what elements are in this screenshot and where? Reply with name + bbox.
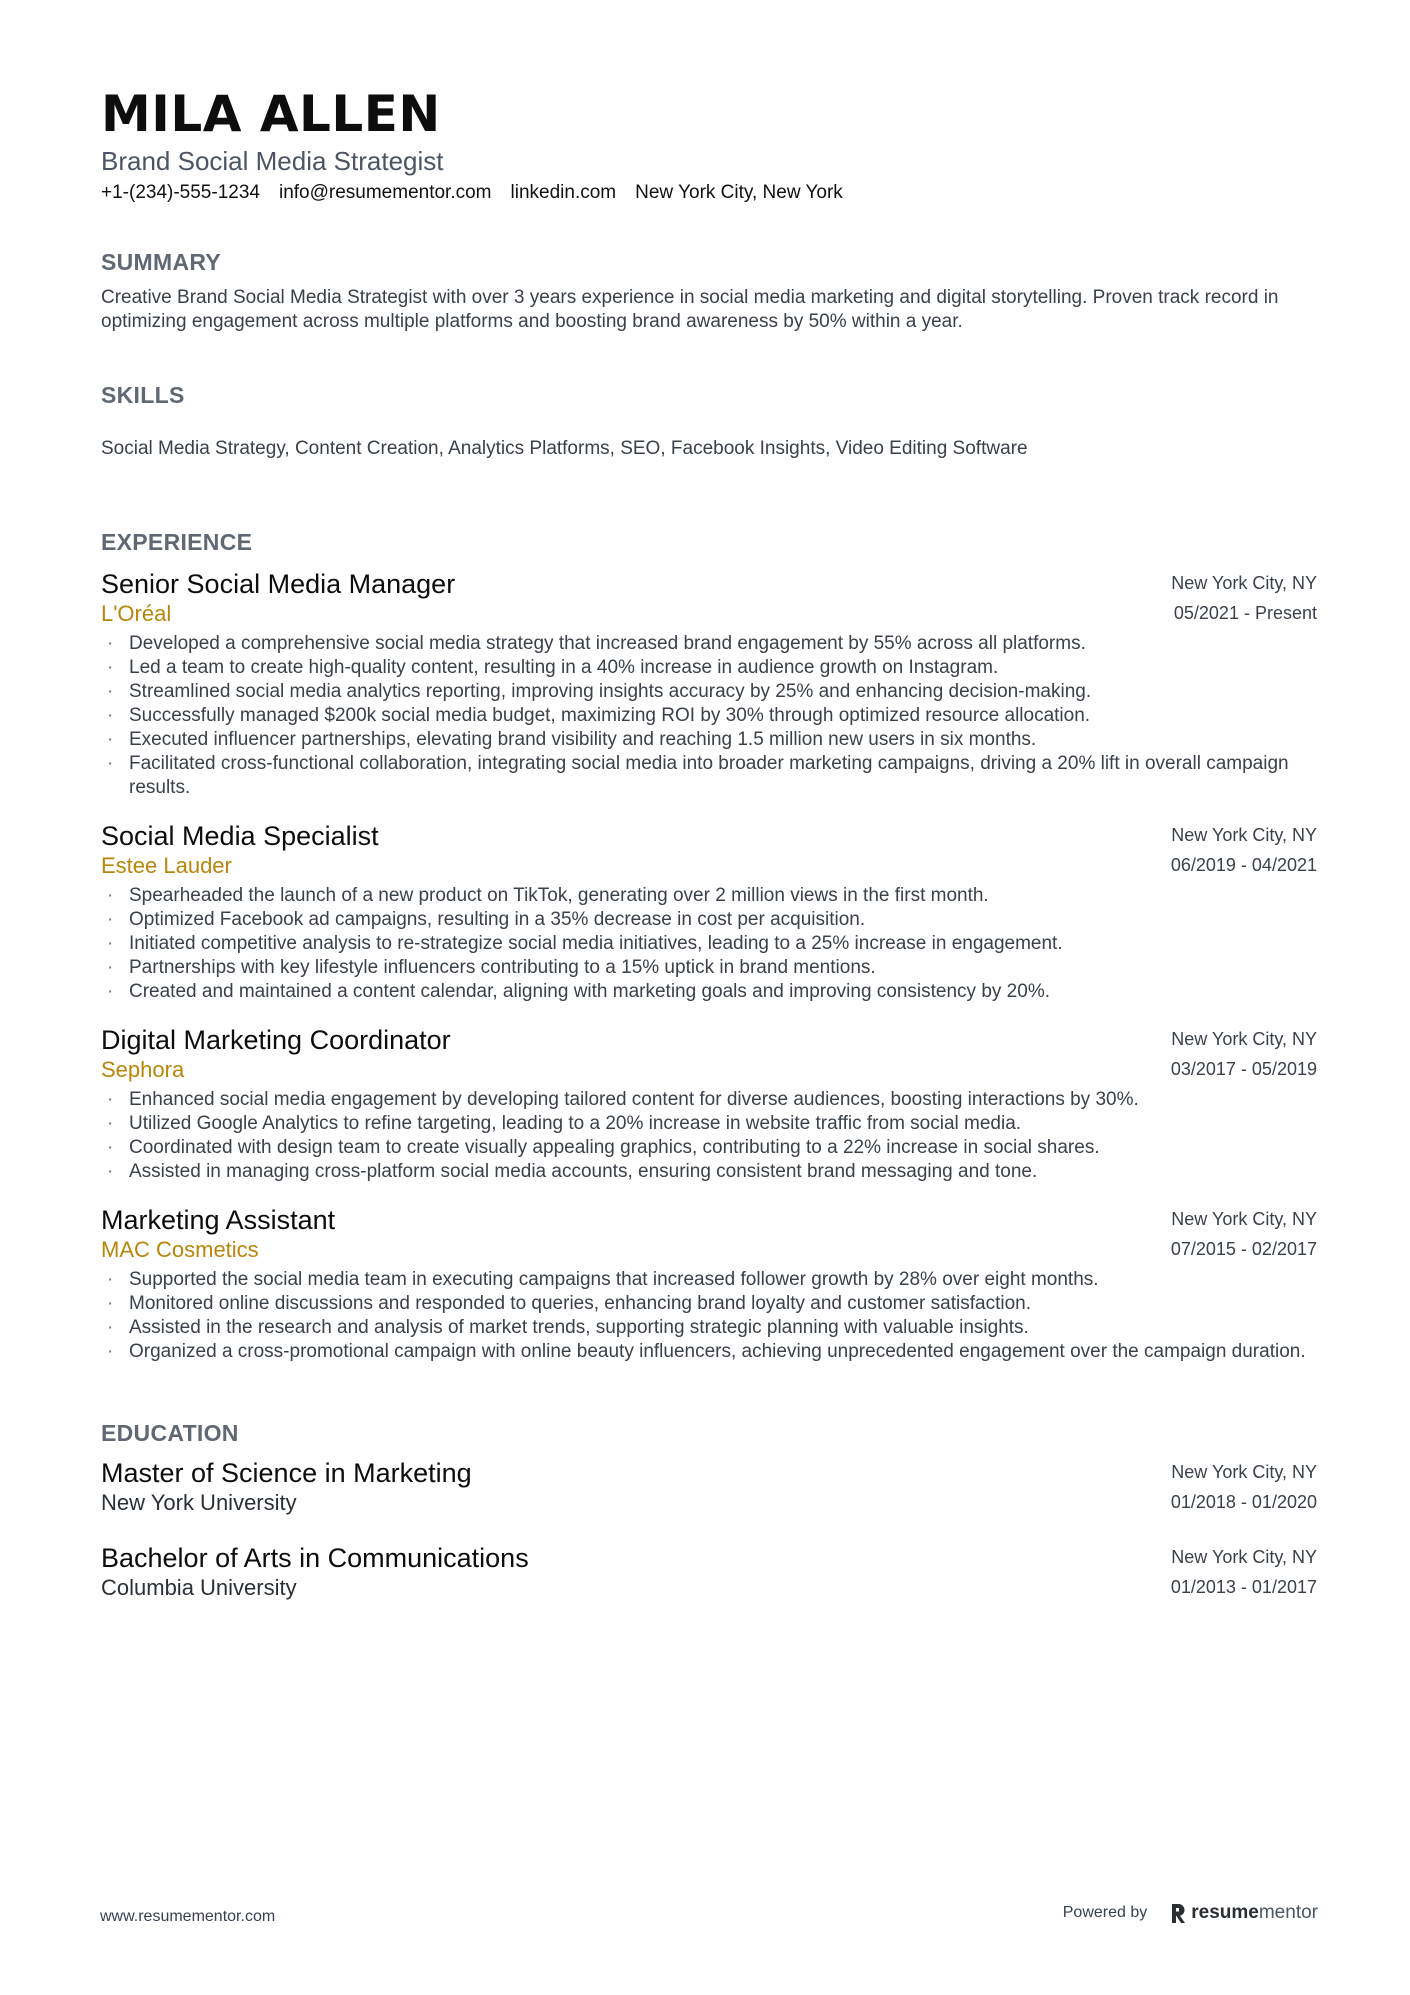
job-entry: [101, 1204, 1317, 1364]
job-role: Marketing Assistant: [101, 1205, 336, 1235]
powered-by-label: Powered by: [1062, 1904, 1148, 1921]
job-bullets: [101, 1268, 1317, 1364]
education-entry: [101, 1542, 1317, 1602]
resumementor-logo[interactable]: [1169, 1902, 1318, 1924]
education-location: New York City, NY: [1171, 1462, 1317, 1482]
list-item: · Created and maintained a content calendar, aligning with marketing goals and improving consistency by 20%.: [101, 980, 1317, 1004]
job-dates: 07/2015 - 02/2017: [1170, 1239, 1317, 1259]
brand-resume: resume: [1191, 1902, 1259, 1923]
list-item: · Facilitated cross-functional collaboration, integrating social media into broader marketing campaigns, driving a 20% lift in overall campaign results.: [101, 752, 1317, 800]
job-entry: [101, 820, 1317, 1004]
education-section: [101, 1418, 1317, 1602]
job-location: New York City, NY: [1171, 573, 1317, 593]
job-company: Estee Lauder: [101, 853, 232, 878]
list-item: · Utilized Google Analytics to refine targeting, leading to a 20% increase in website traffic from social media.: [101, 1112, 1317, 1136]
list-item: · Led a team to create high-quality content, resulting in a 40% increase in audience growth on Instagram.: [101, 656, 1317, 680]
resumementor-logo-icon: [1169, 1902, 1187, 1924]
job-entry: [101, 568, 1317, 800]
section-heading: EDUCATION: [101, 1420, 239, 1446]
education-dates: 01/2013 - 01/2017: [1170, 1577, 1317, 1597]
footer-branding: [1063, 1902, 1318, 1924]
school: Columbia University: [101, 1575, 297, 1600]
education-location: New York City, NY: [1171, 1547, 1317, 1567]
section-heading: SKILLS: [101, 382, 185, 408]
skills-section: [101, 380, 1317, 461]
list-item: · Executed influencer partnerships, elevating brand visibility and reaching 1.5 million new users in six months.: [101, 728, 1317, 752]
footer-website[interactable]: www.resumementor.com: [100, 1908, 276, 1925]
brand-mentor: mentor: [1258, 1902, 1318, 1923]
job-entry: [101, 1024, 1317, 1184]
section-heading: SUMMARY: [101, 249, 222, 275]
job-bullets: [101, 884, 1317, 1004]
job-dates: 06/2019 - 04/2021: [1170, 855, 1317, 875]
job-location: New York City, NY: [1171, 1029, 1317, 1049]
list-item: · Enhanced social media engagement by developing tailored content for diverse audiences, boosting interactions by 30%.: [101, 1088, 1317, 1112]
job-company: Sephora: [101, 1057, 185, 1082]
contact-email: info@resumementor.com: [278, 182, 492, 203]
list-item: · Assisted in managing cross-platform social media accounts, ensuring consistent brand messaging and tone.: [101, 1160, 1317, 1184]
contact-phone: +1-(234)-555-1234: [101, 182, 260, 203]
job-bullets: [101, 632, 1317, 800]
degree: Master of Science in Marketing: [101, 1458, 472, 1488]
candidate-name: MILA ALLEN: [101, 85, 441, 143]
job-role: Social Media Specialist: [101, 821, 379, 851]
candidate-title: Brand Social Media Strategist: [101, 146, 444, 176]
summary-section: [101, 247, 1317, 334]
school: New York University: [101, 1490, 297, 1515]
contact-linkedin: linkedin.com: [510, 182, 617, 203]
list-item: · Assisted in the research and analysis of market trends, supporting strategic planning with valuable insights.: [101, 1316, 1317, 1340]
education-dates: 01/2018 - 01/2020: [1170, 1492, 1317, 1512]
contact-location: New York City, New York: [635, 182, 843, 203]
job-company: L'Oréal: [101, 601, 172, 626]
list-item: · Organized a cross-promotional campaign with online beauty influencers, achieving unprecedented engagement over the campaign duration.: [101, 1340, 1317, 1364]
contact-line: [101, 179, 1317, 207]
list-item: · Optimized Facebook ad campaigns, resulting in a 35% decrease in cost per acquisition.: [101, 908, 1317, 932]
degree: Bachelor of Arts in Communications: [101, 1543, 529, 1573]
job-dates: 05/2021 - Present: [1173, 603, 1317, 623]
list-item: · Initiated competitive analysis to re-strategize social media initiatives, leading to a 25% increase in engagement.: [101, 932, 1317, 956]
job-location: New York City, NY: [1171, 825, 1317, 845]
list-item: · Monitored online discussions and responded to queries, enhancing brand loyalty and customer satisfaction.: [101, 1292, 1317, 1316]
summary-text: Creative Brand Social Media Strategist with over 3 years experience in social media marketing and digital storytelling. Proven track record in optimizing engagement across multiple platforms and boosting brand awareness by 50% within a year.: [101, 287, 1279, 332]
list-item: · Successfully managed $200k social media budget, maximizing ROI by 30% through optimized resource allocation.: [101, 704, 1317, 728]
list-item: · Spearheaded the launch of a new product on TikTok, generating over 2 million views in the first month.: [101, 884, 1317, 908]
skills-text: Social Media Strategy, Content Creation, Analytics Platforms, SEO, Facebook Insights, Video Editing Software: [101, 438, 1028, 459]
education-entry: [101, 1457, 1317, 1517]
job-bullets: [101, 1088, 1317, 1184]
job-role: Senior Social Media Manager: [101, 569, 456, 599]
list-item: · Supported the social media team in executing campaigns that increased follower growth by 28% over eight months.: [101, 1268, 1317, 1292]
job-role: Digital Marketing Coordinator: [101, 1025, 451, 1055]
list-item: · Streamlined social media analytics reporting, improving insights accuracy by 25% and enhancing decision-making.: [101, 680, 1317, 704]
section-heading: EXPERIENCE: [101, 529, 253, 555]
list-item: · Partnerships with key lifestyle influencers contributing to a 15% uptick in brand mentions.: [101, 956, 1317, 980]
header: [101, 84, 1317, 207]
experience-section: [101, 527, 1317, 1364]
list-item: · Coordinated with design team to create visually appealing graphics, contributing to a 22% increase in social shares.: [101, 1136, 1317, 1160]
job-location: New York City, NY: [1171, 1209, 1317, 1229]
resume-content: [101, 84, 1317, 1602]
list-item: · Developed a comprehensive social media strategy that increased brand engagement by 55% across all platforms.: [101, 632, 1317, 656]
job-company: MAC Cosmetics: [101, 1237, 259, 1262]
job-dates: 03/2017 - 05/2019: [1170, 1059, 1317, 1079]
